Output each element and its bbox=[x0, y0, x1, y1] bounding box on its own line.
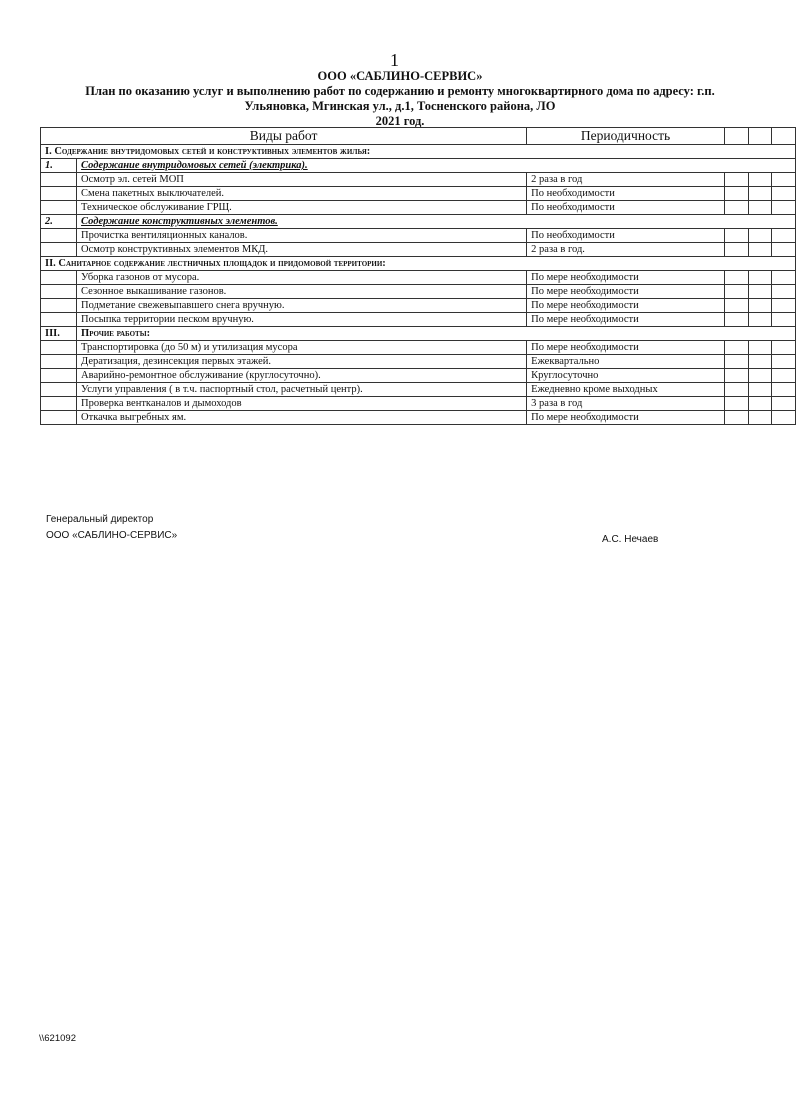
period-cell: По необходимости bbox=[527, 201, 725, 215]
table-row bbox=[41, 341, 796, 355]
section-row bbox=[41, 257, 796, 271]
table-row bbox=[41, 173, 796, 187]
table-row bbox=[41, 271, 796, 285]
table-row bbox=[41, 285, 796, 299]
section-title: I. Содержание внутридомовых сетей и конструктивных элементов жилья: bbox=[41, 145, 796, 159]
signer-title: Генеральный директор bbox=[46, 514, 154, 525]
work-cell: Сезонное выкашивание газонов. bbox=[77, 285, 527, 299]
work-cell: Прочистка вентиляционных каналов. bbox=[77, 229, 527, 243]
work-cell: Дератизация, дезинсекция первых этажей. bbox=[77, 355, 527, 369]
company-name: ООО «САБЛИНО-СЕРВИС» bbox=[317, 69, 483, 83]
table-row bbox=[41, 313, 796, 327]
signer-name: А.С. Нечаев bbox=[602, 534, 659, 545]
works-table bbox=[40, 127, 796, 425]
work-cell: Транспортировка (до 50 м) и утилизация мусора bbox=[77, 341, 527, 355]
period-cell: 2 раза в год. bbox=[527, 243, 725, 257]
subsection-title: Содержание конструктивных элементов. bbox=[77, 215, 796, 229]
table-row bbox=[41, 369, 796, 383]
work-cell: Подметание свежевыпавшего снега вручную. bbox=[77, 299, 527, 313]
table-row bbox=[41, 411, 796, 425]
subsection-row bbox=[41, 215, 796, 229]
subsection-number: 2. bbox=[41, 215, 77, 229]
work-cell: Услуги управления ( в т.ч. паспортный стол, расчетный центр). bbox=[77, 383, 527, 397]
signer-company: ООО «САБЛИНО-СЕРВИС» bbox=[46, 530, 178, 541]
period-cell: 2 раза в год bbox=[527, 173, 725, 187]
period-cell: Ежедневно кроме выходных bbox=[527, 383, 725, 397]
period-cell: 3 раза в год bbox=[527, 397, 725, 411]
period-cell: По необходимости bbox=[527, 187, 725, 201]
period-cell: Ежеквартально bbox=[527, 355, 725, 369]
period-cell: Круглосуточно bbox=[527, 369, 725, 383]
work-cell: Осмотр конструктивных элементов МКД. bbox=[77, 243, 527, 257]
period-cell: По мере необходимости bbox=[527, 299, 725, 313]
work-cell: Уборка газонов от мусора. bbox=[77, 271, 527, 285]
period-cell: По мере необходимости bbox=[527, 341, 725, 355]
category-number: III. bbox=[41, 327, 77, 341]
document-number: \\621092 bbox=[39, 1033, 76, 1044]
plan-title bbox=[20, 84, 780, 114]
table-row bbox=[41, 187, 796, 201]
work-cell: Техническое обслуживание ГРЩ. bbox=[77, 201, 527, 215]
category-title: Прочие работы: bbox=[77, 327, 796, 341]
period-cell: По мере необходимости bbox=[527, 271, 725, 285]
table-row bbox=[41, 355, 796, 369]
table-row bbox=[41, 229, 796, 243]
table-row bbox=[41, 383, 796, 397]
work-cell: Осмотр эл. сетей МОП bbox=[77, 173, 527, 187]
period-cell: По необходимости bbox=[527, 229, 725, 243]
page-number: 1 bbox=[390, 50, 399, 70]
header-periodicity: Периодичность bbox=[527, 128, 725, 145]
subsection-title: Содержание внутридомовых сетей (электрика). bbox=[77, 159, 796, 173]
work-cell: Посыпка территории песком вручную. bbox=[77, 313, 527, 327]
plan-title-line2: Ульяновка, Мгинская ул., д.1, Тосненского района, ЛО bbox=[244, 99, 556, 113]
plan-year: 2021 год. bbox=[375, 114, 425, 128]
work-cell: Смена пакетных выключателей. bbox=[77, 187, 527, 201]
table-row bbox=[41, 243, 796, 257]
table-row bbox=[41, 397, 796, 411]
period-cell: По мере необходимости bbox=[527, 313, 725, 327]
work-cell: Откачка выгребных ям. bbox=[77, 411, 527, 425]
period-cell: По мере необходимости bbox=[527, 411, 725, 425]
table-row bbox=[41, 299, 796, 313]
section-title: II. Санитарное содержание лестничных площадок и придомовой территории: bbox=[41, 257, 796, 271]
signer-block bbox=[46, 512, 177, 544]
period-cell: По мере необходимости bbox=[527, 285, 725, 299]
subsection-row bbox=[41, 159, 796, 173]
plan-title-line1: План по оказанию услуг и выполнению работ по содержанию и ремонту многоквартирного дома по адресу: г.п. bbox=[85, 84, 715, 98]
table-row bbox=[41, 201, 796, 215]
subsection-number: 1. bbox=[41, 159, 77, 173]
section-row bbox=[41, 145, 796, 159]
work-cell: Аварийно-ремонтное обслуживание (круглосуточно). bbox=[77, 369, 527, 383]
work-cell: Проверка вентканалов и дымоходов bbox=[77, 397, 527, 411]
header-work-types: Виды работ bbox=[41, 128, 527, 145]
table-header-row bbox=[41, 128, 796, 145]
category-row bbox=[41, 327, 796, 341]
